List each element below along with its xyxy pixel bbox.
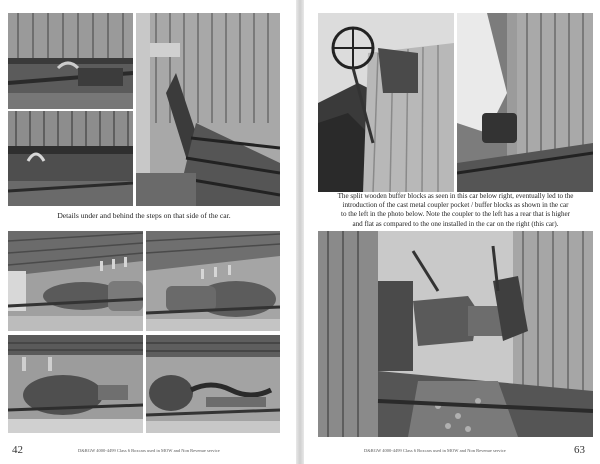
right-caption-line-4: and flat as compared to the one installed in the car on the right (this car). [352, 219, 559, 228]
photo-coupler-comparison [318, 231, 593, 437]
photo-brake-rigging-3-image [8, 335, 143, 433]
photo-brake-rigging-1-image [8, 231, 143, 331]
photo-steps-underframe-top [8, 13, 133, 109]
photo-steps-underframe-top-image [8, 13, 133, 109]
photo-brake-rigging-4-image [146, 335, 280, 433]
book-gutter [296, 0, 304, 464]
right-running-footer: D&RGW 4000-4499 Class 6 Boxcars used in MOW and Non Revenue service [364, 448, 506, 453]
photo-coupler-end [457, 13, 593, 193]
right-page-number: 63 [574, 444, 585, 456]
photo-brake-wheel-end-image [318, 13, 454, 193]
photo-steps-side [136, 13, 280, 206]
right-caption-line-3: to the left in the photo below. Note the coupler to the left has a rear that is higher [340, 210, 571, 219]
photo-brake-rigging-3 [8, 335, 143, 433]
right-caption-line-2: introduction of the cast metal coupler pocket / buffer blocks as shown in the car [342, 201, 569, 210]
left-page-number: 42 [12, 444, 23, 456]
right-page [304, 0, 600, 464]
photo-brake-rigging-1 [8, 231, 143, 331]
photo-steps-underframe-bottom [8, 111, 133, 206]
photo-steps-side-image [136, 13, 280, 206]
left-running-footer: D&RGW 4000-4499 Class 6 Boxcars used in MOW and Non Revenue service [78, 448, 220, 453]
photo-coupler-comparison-image [318, 231, 593, 437]
photo-brake-rigging-2-image [146, 231, 280, 331]
left-caption: Details under and behind the steps on that side of the car. [57, 211, 231, 220]
photo-brake-rigging-4 [146, 335, 280, 433]
left-page [0, 0, 296, 464]
photo-brake-rigging-2 [146, 231, 280, 331]
photo-brake-wheel-end [318, 13, 454, 193]
photo-coupler-end-image [457, 13, 593, 193]
right-caption-line-1: The split wooden buffer blocks as seen in this car below right, eventually led to the [337, 192, 574, 200]
right-caption [318, 192, 593, 229]
photo-steps-underframe-bottom-image [8, 111, 133, 206]
